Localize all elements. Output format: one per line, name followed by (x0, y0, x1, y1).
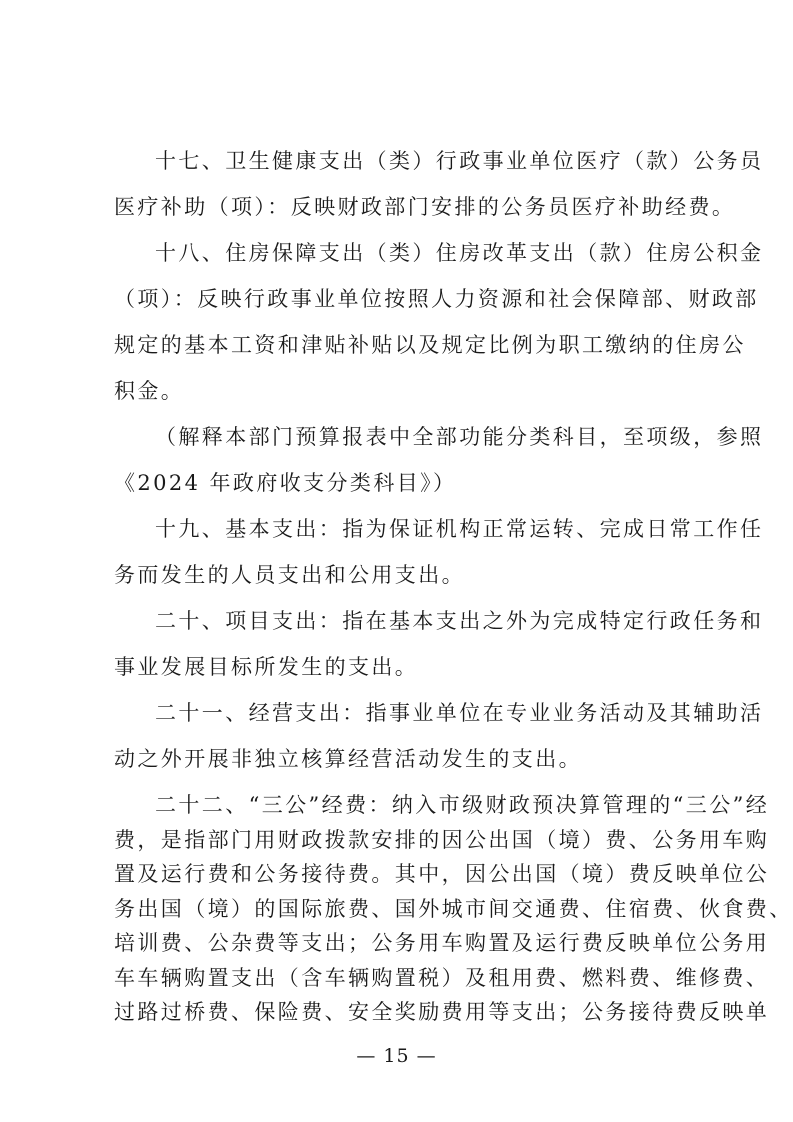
paragraph-17-line-2: 医疗补助（项）：反映财政部门安排的公务员医疗补助经费。 (114, 195, 736, 219)
paragraph-19-line-1: 十九、基本支出：指为保证机构正常运转、完成日常工作任 (155, 517, 764, 541)
paragraph-18-line-2: （项）：反映行政事业单位按照人力资源和社会保障部、财政部 (114, 287, 759, 311)
note-line-1: （解释本部门预算报表中全部功能分类科目，至项级，参照 (155, 425, 764, 449)
page-number: — 15 — (356, 1045, 437, 1067)
paragraph-18-line-4: 积金。 (114, 379, 185, 403)
paragraph-20-line-1: 二十、项目支出：指在基本支出之外为完成特定行政任务和 (155, 609, 764, 633)
paragraph-22-line-1: 二十二、“三公”经费：纳入市级财政预决算管理的“三公”经 (155, 793, 770, 817)
paragraph-17-line-1: 十七、卫生健康支出（类）行政事业单位医疗（款）公务员 (155, 149, 764, 173)
paragraph-21-line-2: 动之外开展非独立核算经营活动发生的支出。 (114, 747, 582, 771)
paragraph-18-line-1: 十八、住房保障支出（类）住房改革支出（款）住房公积金 (155, 241, 764, 265)
paragraph-20-line-2: 事业发展目标所发生的支出。 (114, 655, 419, 679)
paragraph-19-line-2: 务而发生的人员支出和公用支出。 (114, 563, 465, 587)
paragraph-22-line-7: 过路过桥费、保险费、安全奖励费用等支出；公务接待费反映单 (114, 1000, 770, 1024)
paragraph-22-line-4: 务出国（境）的国际旅费、国外城市间交通费、住宿费、伙食费、 (114, 896, 793, 921)
paragraph-22-line-3: 置及运行费和公务接待费。其中，因公出国（境）费反映单位公 (114, 862, 770, 886)
paragraph-18-line-3: 规定的基本工资和津贴补贴以及规定比例为职工缴纳的住房公 (114, 333, 746, 357)
paragraph-22-line-5: 培训费、公杂费等支出；公务用车购置及运行费反映单位公务用 (114, 931, 770, 955)
paragraph-22-line-2: 费，是指部门用财政拨款安排的因公出国（境）费、公务用车购 (114, 827, 770, 852)
paragraph-22-line-6: 车车辆购置支出（含车辆购置税）及租用费、燃料费、维修费、 (114, 965, 770, 990)
note-line-2: 《2024 年政府收支分类科目》） (114, 471, 457, 495)
paragraph-21-line-1: 二十一、经营支出：指事业单位在专业业务活动及其辅助活 (155, 701, 764, 725)
